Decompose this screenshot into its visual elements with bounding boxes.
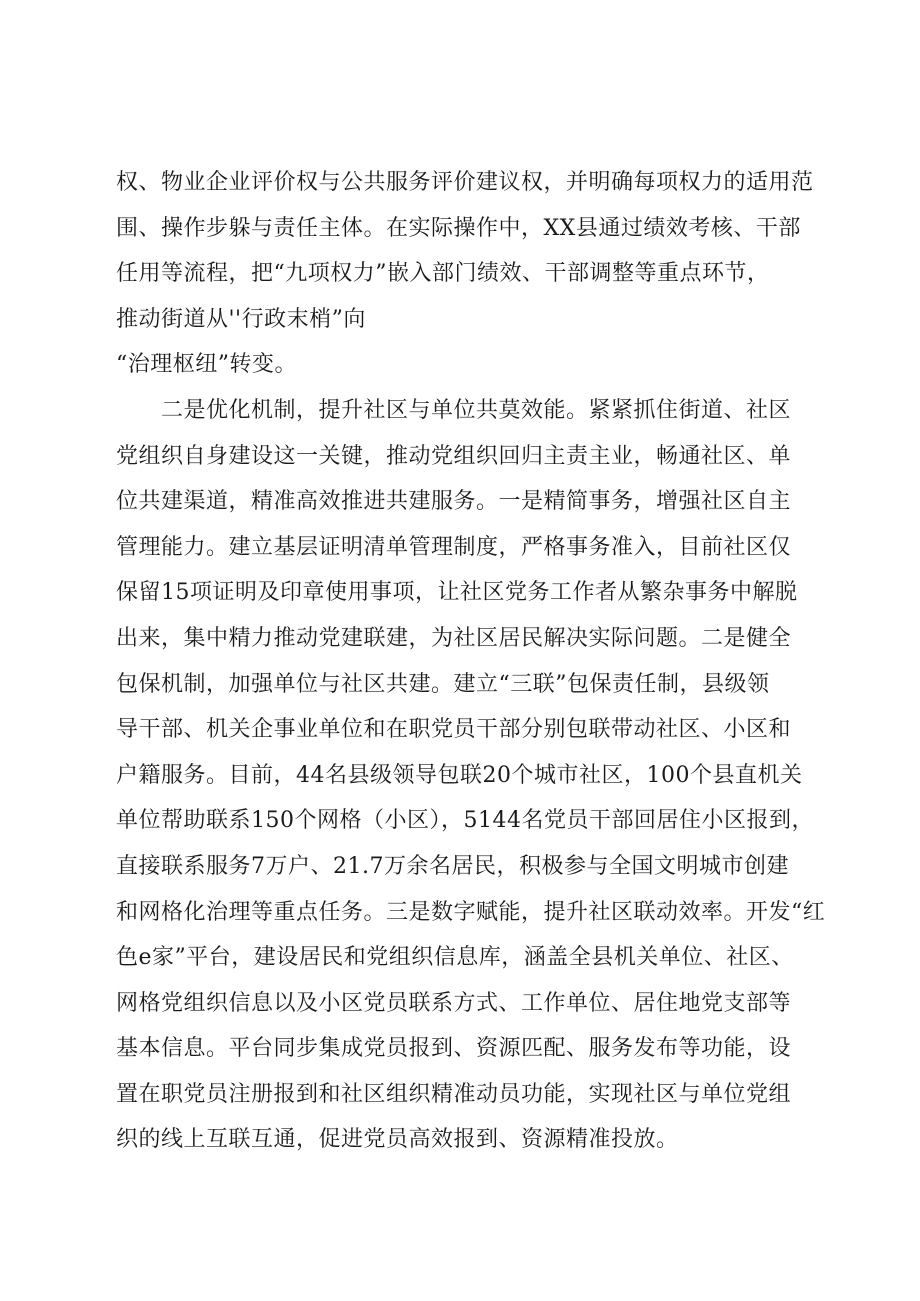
text-line: 保留15项证明及印章使用事项，让社区党务工作者从繁杂事务中解脱 — [116, 580, 798, 606]
text-line: 置在职党员注册报到和社区组织精准动员功能，实现社区与单位党组 — [116, 1081, 792, 1107]
text-line: 出来，集中精力推动党建联建，为社区居民解决实际问题。二是健全 — [116, 625, 792, 651]
text-line: 权、物业企业评价权与公共服务评价建议权，并明确每项权力的适用范 — [116, 170, 814, 195]
text-line: 网格党组织信息以及小区党员联系方式、工作单位、居住地党支部等 — [116, 990, 792, 1016]
text-line: 色e家”平台，建设居民和党组织信息库，涵盖全县机关单位、社区、 — [116, 945, 794, 971]
body-text — [116, 160, 826, 1163]
text-line: 党组织自身建设这一关键，推动党组织回归主责主业，畅通社区、单 — [116, 443, 792, 469]
text-line: 导干部、机关企事业单位和在职党员干部分别包联带动社区、小区和 — [116, 717, 792, 743]
text-line: 织的线上互联互通，促进党员高效报到、资源精准投放。 — [116, 1127, 679, 1153]
text-line: “治理枢纽”转变。 — [116, 352, 297, 378]
text-line: 单位帮助联系150个网格（小区），5144名党员干部回居住小区报到， — [116, 808, 814, 834]
text-line: 二是优化机制，提升社区与单位共莫效能。紧紧抓住街道、社区 — [116, 397, 792, 423]
text-line: 推动街道从''行政末梢”向 — [116, 306, 366, 332]
text-line: 任用等流程，把“九项权力”嵌入部门绩效、干部调整等重点环节， — [116, 261, 770, 287]
text-line: 位共建渠道，精准高效推进共建服务。一是精简事务，增强社区自主 — [116, 489, 792, 515]
text-line: 管理能力。建立基层证明清单管理制度，严格事务准入，目前社区仅 — [116, 534, 792, 560]
text-line: 户籍服务。目前，44名县级领导包联20个城市社区，100个县直机关 — [116, 762, 803, 788]
text-line: 和网格化治理等重点任务。三是数字赋能，提升社区联动效率。开发“红 — [116, 899, 826, 925]
text-line: 包保机制，加强单位与社区共建。建立“三联”包保责任制，县级领 — [116, 671, 770, 697]
text-line: 基本信息。平台同步集成党员报到、资源匹配、服务发布等功能，设 — [116, 1036, 792, 1062]
text-line: 直接联系服务7万户、21.7万余名居民，积极参与全国文明城市创建 — [116, 853, 789, 879]
text-line: 围、操作步躲与责任主体。在实际操作中，XX县通过绩效考核、干部 — [116, 215, 801, 241]
